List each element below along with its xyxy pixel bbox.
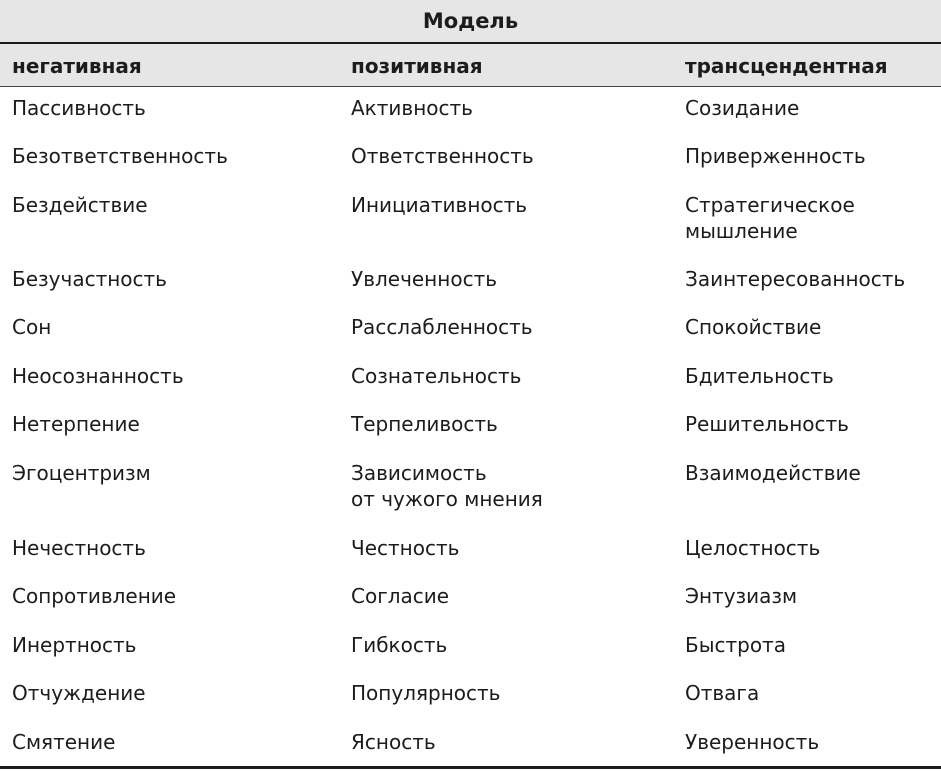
cell-positive: Честность [351, 536, 460, 560]
cell-negative: Сон [12, 315, 52, 339]
cell-negative: Инертность [12, 633, 137, 657]
cell-positive: Ответственность [351, 144, 534, 168]
cell-negative: Нечестность [12, 536, 146, 560]
column-header-transcendent: трансцендентная [685, 54, 888, 78]
cell-negative: Смятение [12, 730, 116, 754]
cell-transcendent: Энтузиазм [685, 584, 798, 608]
cell-transcendent: Взаимодействие [685, 461, 861, 485]
cell-positive: Увлеченность [351, 267, 498, 291]
table-title-text: Модель [422, 9, 519, 33]
cell-negative: Безответственность [12, 144, 228, 168]
cell-transcendent: Решительность [685, 412, 849, 436]
cell-transcendent: Целостность [685, 536, 821, 560]
column-header-row [0, 44, 941, 86]
cell-positive: Ясность [351, 730, 436, 754]
cell-transcendent: Заинтересованность [685, 267, 906, 291]
cell-negative: Бездействие [12, 193, 148, 217]
cell-transcendent: Стратегическое мышление [685, 193, 855, 243]
column-header-negative: негативная [12, 54, 142, 78]
cell-positive: Расслабленность [351, 315, 533, 339]
cell-transcendent: Уверенность [685, 730, 820, 754]
column-header-positive: позитивная [351, 54, 483, 78]
cell-positive: Сознательность [351, 364, 522, 388]
cell-negative: Отчуждение [12, 681, 146, 705]
cell-negative: Неосознанность [12, 364, 184, 388]
cell-transcendent: Созидание [685, 96, 800, 120]
cell-negative: Пассивность [12, 96, 146, 120]
header-divider [0, 86, 941, 87]
table-title [0, 0, 941, 42]
cell-negative: Нетерпение [12, 412, 140, 436]
cell-transcendent: Отвага [685, 681, 760, 705]
cell-transcendent: Бдительность [685, 364, 834, 388]
cell-negative: Эгоцентризм [12, 461, 151, 485]
cell-positive: Активность [351, 96, 473, 120]
cell-transcendent: Быстрота [685, 633, 786, 657]
cell-negative: Сопротивление [12, 584, 177, 608]
cell-positive: Гибкость [351, 633, 448, 657]
cell-transcendent: Приверженность [685, 144, 866, 168]
cell-negative: Безучастность [12, 267, 167, 291]
cell-positive: Согласие [351, 584, 450, 608]
cell-positive: Терпеливость [351, 412, 498, 436]
bottom-rule [0, 766, 941, 769]
cell-transcendent: Спокойствие [685, 315, 822, 339]
cell-positive: Инициативность [351, 193, 528, 217]
cell-positive: Популярность [351, 681, 501, 705]
cell-positive: Зависимость от чужого мнения [351, 461, 543, 511]
